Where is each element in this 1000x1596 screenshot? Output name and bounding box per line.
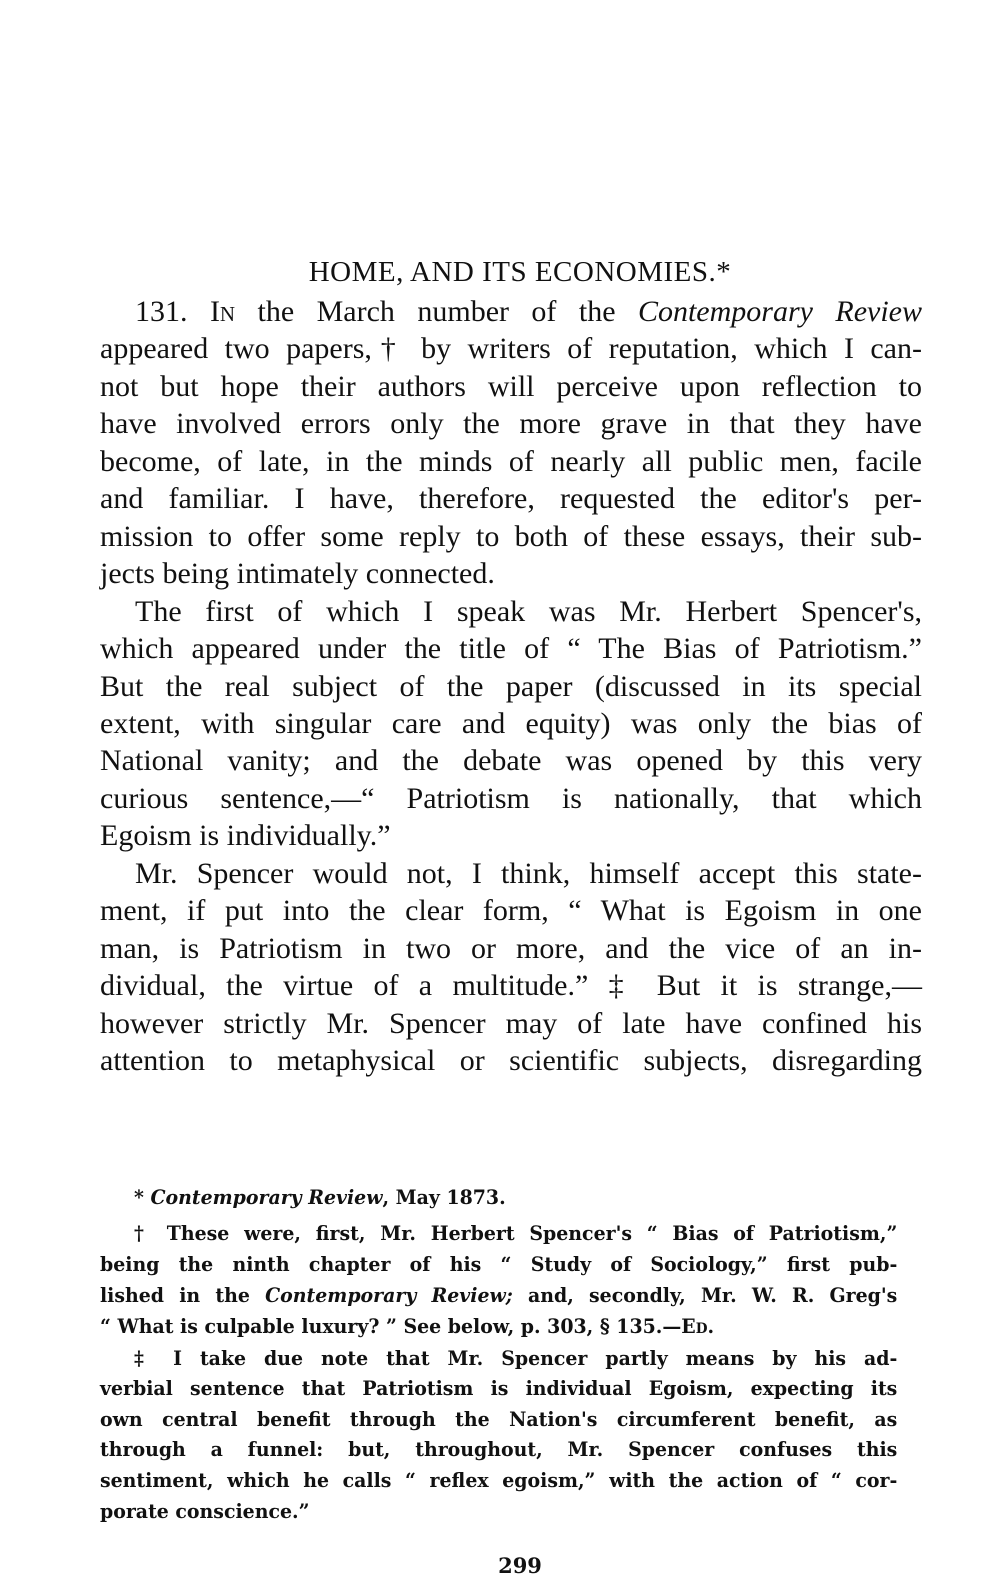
text-segment: through a funnel: but, throughout, Mr. Spencer confuses this xyxy=(100,1438,898,1461)
text-segment: and familiar. I have, therefore, requested the editor's per- xyxy=(100,482,922,516)
text-segment: extent, with singular care and equity) was only the bias of xyxy=(100,706,922,740)
footnote-line xyxy=(100,1222,897,1245)
body-line xyxy=(100,744,922,778)
text-segment: The first of which I speak was Mr. Herbert Spencer's, xyxy=(135,594,922,628)
body-line xyxy=(100,707,922,741)
body-line xyxy=(100,819,922,853)
text-segment: man, is Patriotism in two or more, and the vice of an in- xyxy=(100,931,922,965)
footnote-line xyxy=(100,1315,897,1338)
body-line xyxy=(100,969,922,1003)
body-line xyxy=(100,557,922,591)
body-line xyxy=(100,894,922,928)
text-segment: ‡ I take due note that Mr. Spencer partly means by his ad- xyxy=(133,1347,898,1370)
text-segment: , May 1873. xyxy=(382,1186,506,1209)
text-segment: Ed. xyxy=(681,1315,715,1338)
footnote-line xyxy=(100,1186,897,1209)
footnote-line xyxy=(100,1377,897,1400)
text-segment: lished in the xyxy=(100,1284,266,1307)
body-line xyxy=(100,520,922,554)
footnote-line xyxy=(100,1500,897,1523)
italic-text: Contemporary Review; xyxy=(265,1284,513,1307)
text-segment: appeared two papers,† by writers of reputation, which I can- xyxy=(100,332,922,366)
body-line xyxy=(100,632,922,666)
text-segment: have involved errors only the more grave in that they have xyxy=(100,407,922,441)
body-line xyxy=(100,595,922,629)
text-segment: dividual, the virtue of a multitude.” ‡ But it is strange,— xyxy=(100,969,922,1003)
footnote-line xyxy=(100,1253,897,1276)
text-segment: however strictly Mr. Spencer may of late have confined his xyxy=(100,1006,922,1040)
text-segment: attention to metaphysical or scientific subjects, disregarding xyxy=(100,1044,922,1077)
body-line xyxy=(100,932,922,966)
text-segment: But the real subject of the paper (discussed in its special xyxy=(100,669,922,703)
footnote-line xyxy=(100,1438,897,1461)
text-segment: which appeared under the title of “ The Bias of Patriotism.” xyxy=(100,632,922,666)
body-line xyxy=(100,1007,922,1041)
text-segment: jects being intimately connected. xyxy=(100,557,495,591)
text-segment: † These were, first, Mr. Herbert Spencer's “ Bias of Patriotism,” xyxy=(133,1222,898,1245)
text-segment: 131. xyxy=(135,295,210,328)
italic-text: Contemporary Review xyxy=(637,295,922,328)
body-line xyxy=(100,407,922,441)
footnote-line xyxy=(100,1408,897,1431)
text-segment: Egoism is individually.” xyxy=(100,819,391,853)
text-segment: verbial sentence that Patriotism is individual Egoism, expecting its xyxy=(100,1377,898,1400)
body-line xyxy=(100,370,922,404)
footnote-line xyxy=(100,1347,897,1370)
italic-text: Contemporary Review xyxy=(150,1186,383,1209)
text-segment: National vanity; and the debate was opened by this very xyxy=(100,744,922,778)
page-number: 299 xyxy=(498,1553,542,1578)
body-line xyxy=(100,670,922,704)
text-segment: porate conscience.” xyxy=(100,1500,310,1523)
footnote-line xyxy=(100,1284,897,1307)
body-line xyxy=(100,1044,922,1078)
text-segment: ment, if put into the clear form, “ What is Egoism in one xyxy=(100,894,922,928)
text-segment: and, secondly, Mr. W. R. Greg's xyxy=(512,1284,898,1307)
chapter-title: HOME, AND ITS ECONOMIES.* xyxy=(308,256,732,288)
body-line xyxy=(100,782,922,816)
text-segment: “ What is culpable luxury? ” See below, p. 303, § 135.— xyxy=(100,1315,682,1338)
text-segment: mission to offer some reply to both of these essays, their sub- xyxy=(100,519,922,553)
text-segment: * xyxy=(133,1186,151,1209)
text-segment: curious sentence,—“ Patriotism is nationally, that which xyxy=(100,781,922,815)
body-line xyxy=(100,857,922,891)
body-line xyxy=(100,445,922,479)
text-segment: sentiment, which he calls “ reflex egoism,” with the action of “ cor- xyxy=(100,1469,898,1492)
text-segment: become, of late, in the minds of nearly all public men, facile xyxy=(100,444,922,478)
text-segment: the March number of the xyxy=(235,295,638,328)
text-segment: not but hope their authors will perceive upon reflection to xyxy=(100,369,922,403)
body-line xyxy=(100,482,922,516)
footnote-line xyxy=(100,1469,897,1492)
text-segment: being the ninth chapter of his “ Study of Sociology,” first pub- xyxy=(100,1253,898,1276)
body-line xyxy=(100,332,922,366)
body-line xyxy=(100,295,922,329)
text-segment: In xyxy=(209,295,236,328)
text-segment: Mr. Spencer would not, I think, himself accept this state- xyxy=(135,856,922,890)
text-segment: own central benefit through the Nation's circumferent benefit, as xyxy=(100,1408,898,1431)
